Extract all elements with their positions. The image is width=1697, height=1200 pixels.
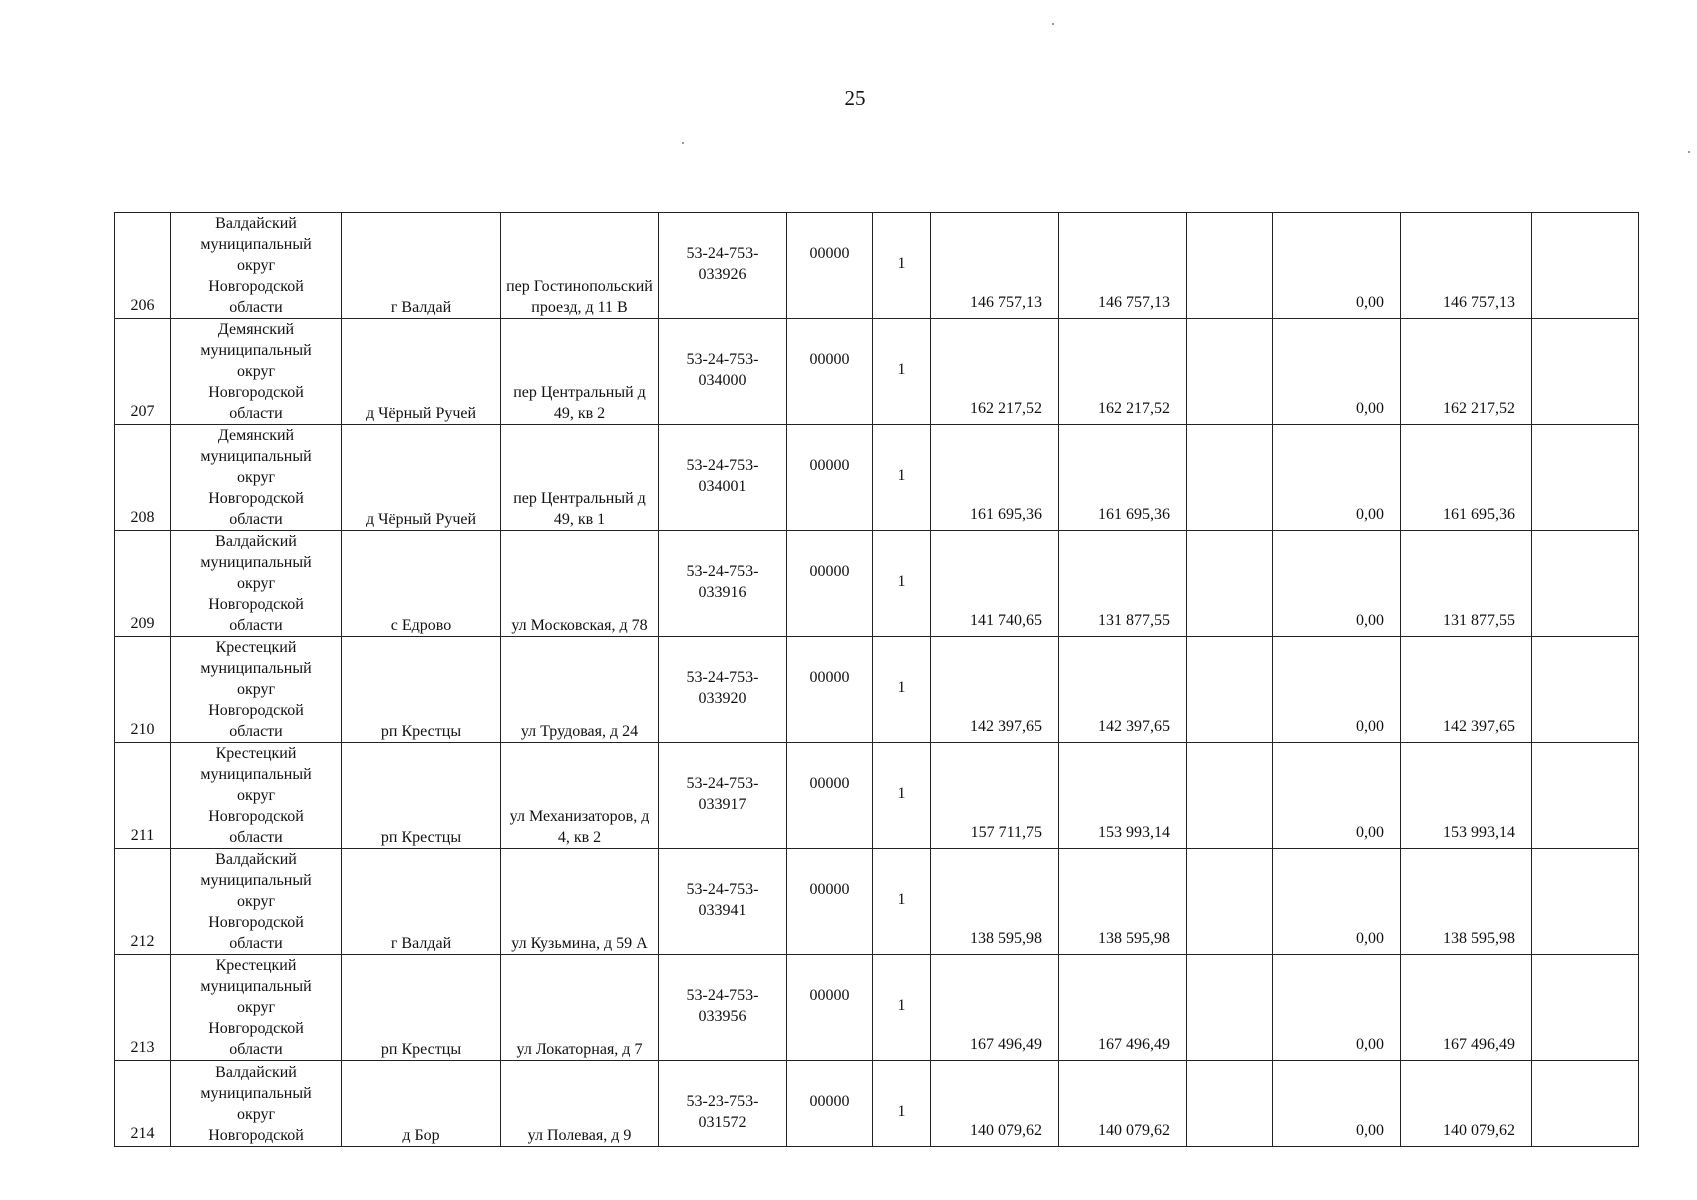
- cell-code-2: 00000: [787, 425, 873, 531]
- cell-municipality: Крестецкий муниципальный округ Новгородской области: [171, 955, 342, 1061]
- cell-address: ул Полевая, д 9: [501, 1061, 659, 1147]
- cell-index: 210: [115, 637, 171, 743]
- cell-index: 207: [115, 319, 171, 425]
- cell-code: 53-23-753- 031572: [659, 1061, 787, 1147]
- scan-speck: [682, 142, 684, 144]
- cell-amount-2: 142 397,65: [1059, 637, 1187, 743]
- cell-municipality: Валдайский муниципальный округ Новгородской: [171, 1061, 342, 1147]
- cell-code: 53-24-753- 034000: [659, 319, 787, 425]
- cell-amount-5: 153 993,14: [1401, 743, 1532, 849]
- cell-amount-1: 142 397,65: [931, 637, 1059, 743]
- cell-amount-3: [1187, 213, 1273, 319]
- cell-amount-3: [1187, 531, 1273, 637]
- cell-count: 1: [873, 425, 931, 531]
- cell-amount-1: 162 217,52: [931, 319, 1059, 425]
- cell-amount-6: [1532, 743, 1639, 849]
- cell-amount-6: [1532, 319, 1639, 425]
- cell-code: 53-24-753- 033920: [659, 637, 787, 743]
- table-row: [115, 637, 1639, 743]
- cell-amount-6: [1532, 213, 1639, 319]
- cell-amount-5: 162 217,52: [1401, 319, 1532, 425]
- cell-amount-4: 0,00: [1273, 637, 1401, 743]
- cell-settlement: д Чёрный Ручей: [342, 319, 501, 425]
- cell-municipality: Демянский муниципальный округ Новгородской области: [171, 425, 342, 531]
- cell-municipality: Валдайский муниципальный округ Новгородской области: [171, 531, 342, 637]
- cell-amount-6: [1532, 637, 1639, 743]
- cell-count: 1: [873, 213, 931, 319]
- cell-index: 208: [115, 425, 171, 531]
- table-row: [115, 531, 1639, 637]
- cell-municipality: Валдайский муниципальный округ Новгородской области: [171, 213, 342, 319]
- cell-amount-3: [1187, 425, 1273, 531]
- cell-amount-2: 167 496,49: [1059, 955, 1187, 1061]
- cell-index: 212: [115, 849, 171, 955]
- cell-settlement: рп Крестцы: [342, 955, 501, 1061]
- cell-code-2: 00000: [787, 319, 873, 425]
- cell-address: ул Трудовая, д 24: [501, 637, 659, 743]
- cell-code: 53-24-753- 033916: [659, 531, 787, 637]
- cell-amount-4: 0,00: [1273, 849, 1401, 955]
- cell-address: пер Центральный д 49, кв 2: [501, 319, 659, 425]
- cell-amount-4: 0,00: [1273, 213, 1401, 319]
- cell-code: 53-24-753- 033941: [659, 849, 787, 955]
- table-body: [115, 213, 1639, 1147]
- cell-settlement: д Чёрный Ручей: [342, 425, 501, 531]
- cell-amount-4: 0,00: [1273, 319, 1401, 425]
- cell-amount-2: 140 079,62: [1059, 1061, 1187, 1147]
- cell-municipality: Валдайский муниципальный округ Новгородской области: [171, 849, 342, 955]
- cell-index: 211: [115, 743, 171, 849]
- cell-amount-4: 0,00: [1273, 425, 1401, 531]
- cell-code-2: 00000: [787, 213, 873, 319]
- table-row: [115, 849, 1639, 955]
- cell-settlement: г Валдай: [342, 213, 501, 319]
- cell-address: ул Механизаторов, д 4, кв 2: [501, 743, 659, 849]
- cell-amount-5: 140 079,62: [1401, 1061, 1532, 1147]
- cell-amount-4: 0,00: [1273, 743, 1401, 849]
- table-row: [115, 319, 1639, 425]
- table-row: [115, 1061, 1639, 1147]
- cell-settlement: рп Крестцы: [342, 743, 501, 849]
- cell-amount-1: 141 740,65: [931, 531, 1059, 637]
- cell-amount-5: 146 757,13: [1401, 213, 1532, 319]
- cell-municipality: Крестецкий муниципальный округ Новгородской области: [171, 743, 342, 849]
- cell-code: 53-24-753- 034001: [659, 425, 787, 531]
- cell-amount-4: 0,00: [1273, 531, 1401, 637]
- cell-amount-2: 153 993,14: [1059, 743, 1187, 849]
- cell-amount-4: 0,00: [1273, 1061, 1401, 1147]
- scan-speck: [1052, 23, 1054, 25]
- cell-index: 209: [115, 531, 171, 637]
- cell-index: 206: [115, 213, 171, 319]
- cell-municipality: Крестецкий муниципальный округ Новгородской области: [171, 637, 342, 743]
- cell-address: пер Центральный д 49, кв 1: [501, 425, 659, 531]
- cell-amount-4: 0,00: [1273, 955, 1401, 1061]
- scan-speck: [1688, 151, 1690, 153]
- cell-amount-6: [1532, 955, 1639, 1061]
- table-row: [115, 743, 1639, 849]
- cell-amount-2: 161 695,36: [1059, 425, 1187, 531]
- cell-address: ул Московская, д 78: [501, 531, 659, 637]
- cell-amount-6: [1532, 849, 1639, 955]
- cell-count: 1: [873, 955, 931, 1061]
- cell-amount-1: 146 757,13: [931, 213, 1059, 319]
- table-row: [115, 955, 1639, 1061]
- cell-count: 1: [873, 637, 931, 743]
- cell-code-2: 00000: [787, 955, 873, 1061]
- cell-amount-3: [1187, 849, 1273, 955]
- cell-code-2: 00000: [787, 531, 873, 637]
- cell-amount-5: 138 595,98: [1401, 849, 1532, 955]
- cell-settlement: д Бор: [342, 1061, 501, 1147]
- cell-count: 1: [873, 531, 931, 637]
- cell-address: пер Гостинопольский проезд, д 11 В: [501, 213, 659, 319]
- cell-amount-1: 138 595,98: [931, 849, 1059, 955]
- cell-settlement: г Валдай: [342, 849, 501, 955]
- cell-amount-6: [1532, 425, 1639, 531]
- cell-amount-1: 140 079,62: [931, 1061, 1059, 1147]
- cell-count: 1: [873, 319, 931, 425]
- cell-index: 213: [115, 955, 171, 1061]
- cell-amount-2: 131 877,55: [1059, 531, 1187, 637]
- cell-amount-3: [1187, 1061, 1273, 1147]
- cell-code-2: 00000: [787, 637, 873, 743]
- cell-count: 1: [873, 849, 931, 955]
- cell-amount-2: 146 757,13: [1059, 213, 1187, 319]
- cell-settlement: с Едрово: [342, 531, 501, 637]
- cell-amount-5: 142 397,65: [1401, 637, 1532, 743]
- cell-index: 214: [115, 1061, 171, 1147]
- cell-amount-3: [1187, 955, 1273, 1061]
- cell-amount-6: [1532, 531, 1639, 637]
- page-number: 25: [844, 86, 866, 110]
- cell-address: ул Кузьмина, д 59 А: [501, 849, 659, 955]
- cell-code-2: 00000: [787, 849, 873, 955]
- cell-code: 53-24-753- 033917: [659, 743, 787, 849]
- cell-amount-3: [1187, 319, 1273, 425]
- cell-amount-2: 138 595,98: [1059, 849, 1187, 955]
- cell-amount-1: 161 695,36: [931, 425, 1059, 531]
- cell-amount-5: 131 877,55: [1401, 531, 1532, 637]
- cell-amount-5: 167 496,49: [1401, 955, 1532, 1061]
- cell-code-2: 00000: [787, 743, 873, 849]
- cell-settlement: рп Крестцы: [342, 637, 501, 743]
- cell-amount-5: 161 695,36: [1401, 425, 1532, 531]
- cell-amount-1: 167 496,49: [931, 955, 1059, 1061]
- cell-amount-6: [1532, 1061, 1639, 1147]
- cell-address: ул Локаторная, д 7: [501, 955, 659, 1061]
- cell-code-2: 00000: [787, 1061, 873, 1147]
- cell-count: 1: [873, 1061, 931, 1147]
- table-row: [115, 425, 1639, 531]
- table-row: [115, 213, 1639, 319]
- cell-municipality: Демянский муниципальный округ Новгородской области: [171, 319, 342, 425]
- cell-count: 1: [873, 743, 931, 849]
- data-table: [114, 212, 1639, 1147]
- cell-code: 53-24-753- 033926: [659, 213, 787, 319]
- cell-amount-2: 162 217,52: [1059, 319, 1187, 425]
- cell-code: 53-24-753- 033956: [659, 955, 787, 1061]
- cell-amount-1: 157 711,75: [931, 743, 1059, 849]
- cell-amount-3: [1187, 637, 1273, 743]
- cell-amount-3: [1187, 743, 1273, 849]
